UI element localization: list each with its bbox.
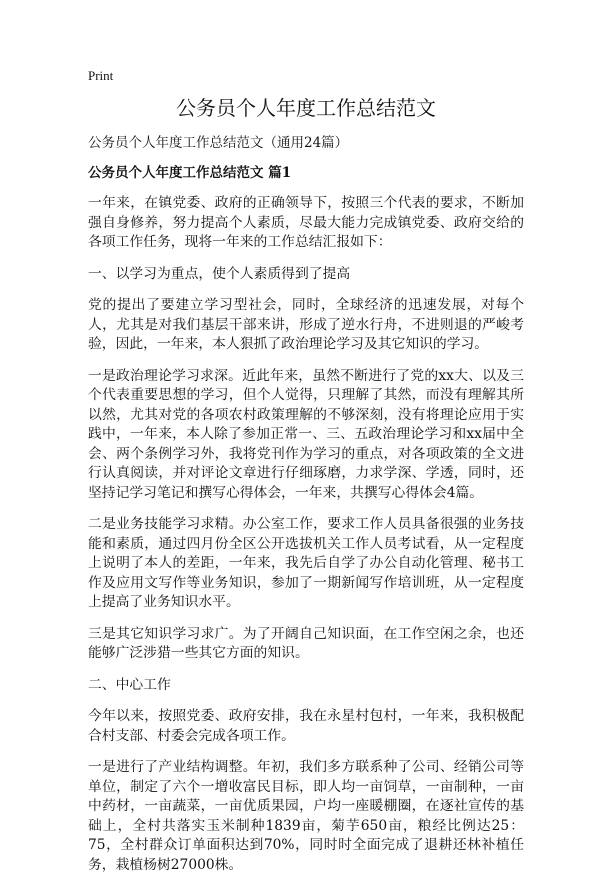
document-subtitle: 公务员个人年度工作总结范文（通用24篇） (88, 135, 349, 151)
heading-study: 一、以学习为重点，使个人素质得到了提高 (88, 265, 351, 282)
section-heading: 公务员个人年度工作总结范文 篇1 (88, 165, 292, 181)
paragraph: 一是进行了产业结构调整。年初，我们多方联系种了公司、经销公司等单位，制定了六个一增收富民目标，即人均一亩饲草，一亩制种，一亩中药材，一亩蔬菜，一亩优质果园，户均一座暖棚圈，在逐社宣传的基础上，全村共落实玉米制种1839亩，菊芋650亩，粮经比例达25：75，全村群众订单面积达到70%，同时时全面完成了退耕还林补植任务，栽植杨树27000株。 (88, 759, 524, 873)
paragraph: 三是其它知识学习求广。为了开阔自己知识面，在工作空闲之余，也还能够广泛涉猎一些其它方面的知识。 (88, 625, 524, 661)
paragraph: 党的提出了要建立学习型社会，同时，全球经济的迅速发展，对每个人，尤其是对我们基层干部来讲，形成了逆水行舟，不进则退的严峻考验，因此，一年来，本人狠抓了政治理论学习及其它知识的学习。 (88, 297, 524, 352)
paragraph: 二是业务技能学习求精。办公室工作，要求工作人员具备很强的业务技能和素质，通过四月份全区公开选拔机关工作人员考试看，从一定程度上说明了本人的差距，一年来，我先后自学了办公自动化管理、秘书工作及应用文写作等业务知识，参加了一期新闻写作培训班，从一定程度上提高了业务知识水平。 (88, 516, 524, 610)
heading-central-work: 二、中心工作 (88, 676, 171, 693)
print-link[interactable]: Print (88, 68, 114, 83)
paragraph-intro: 一年来，在镇党委、政府的正确领导下，按照三个代表的要求，不断加强自身修养，努力提高个人素质，尽最大能力完成镇党委、政府交给的各项工作任务，现将一年来的工作总结汇报如下： (88, 195, 524, 250)
document-title: 公务员个人年度工作总结范文 (176, 96, 436, 120)
paragraph: 今年以来，按照党委、政府安排，我在永星村包村，一年来，我积极配合村支部、村委会完成各项工作。 (88, 708, 524, 744)
paragraph: 一是政治理论学习求深。近此年来，虽然不断进行了党的xx大、以及三个代表重要思想的学习，但个人觉得，只理解了其然，而没有理解其所以然，尤其对党的各项农村政策理解的不够深刻，没有将理论应用于实践中，一年来，本人除了参加正常一、三、五政治理论学习和xx届中全会、两个条例学习外，我将党刊作为学习的重点，对各项政策的全文进行认真阅读，并对评论文章进行仔细琢磨，力求学深、学透，同时，还坚持记学习笔记和撰写心得体会，一年来，共撰写心得体会4篇。 (88, 367, 524, 501)
